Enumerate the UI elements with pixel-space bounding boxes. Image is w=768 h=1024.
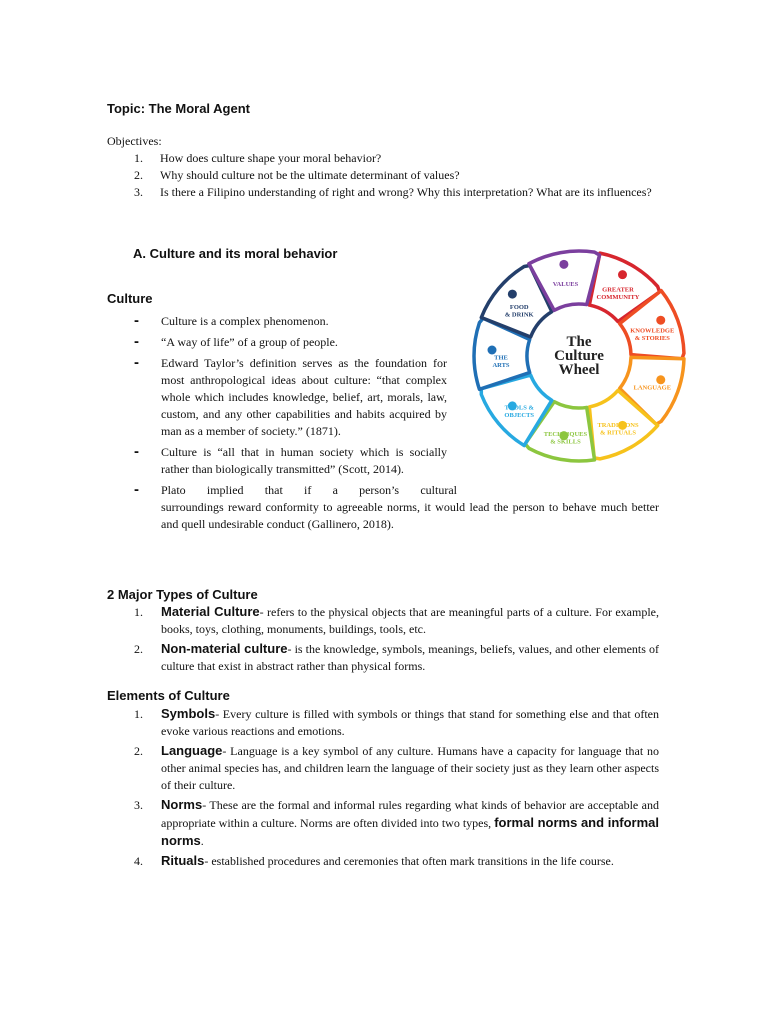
wheel-segment-label: ARTS bbox=[492, 361, 510, 369]
objective-item: 1. How does culture shape your moral behavior? bbox=[134, 151, 382, 165]
element-item: 3. Norms- These are the formal and informal rules regarding what kinds of behavior are acceptable and appropriate within a culture. Norms are often divided into two types, formal norms and informal norms. bbox=[134, 797, 659, 848]
wheel-segment-label: OBJECTS bbox=[504, 411, 535, 419]
element-term-secondary: formal norms and informal norms bbox=[161, 815, 659, 848]
element-item: 1. Symbols- Every culture is filled with symbols or things that stand for something else and that often evoke various reactions and emotions. bbox=[134, 706, 659, 738]
objective-item: 3. Is there a Filipino understanding of right and wrong? Why this interpretation? What are its influences? bbox=[134, 185, 652, 199]
wheel-segment-label: FOOD bbox=[509, 304, 529, 312]
types-list bbox=[107, 603, 659, 677]
wheel-segment-label: COMMUNITY bbox=[596, 294, 640, 302]
wheel-segment-icon bbox=[488, 346, 497, 355]
element-term: Language bbox=[161, 743, 223, 758]
bullet-item-plato: - Plato implied that if a person’s cultural surroundings reward conformity to agreeable norms, it would lead the person to behave much better and quell undesirable conduct (Gallinero, 2018). bbox=[134, 481, 659, 531]
section-a-heading: A. Culture and its moral behavior bbox=[133, 246, 338, 261]
wheel-segment-label: KNOWLEDGE bbox=[630, 327, 675, 335]
culture-wheel-figure bbox=[452, 244, 706, 468]
wheel-segment-label: TECHNIQUES bbox=[543, 431, 588, 439]
wheel-segment-label: & RITUALS bbox=[600, 429, 636, 437]
element-term: Norms bbox=[161, 797, 203, 812]
elements-heading: Elements of Culture bbox=[107, 688, 230, 703]
wheel-segment-label: TOOLS & bbox=[504, 404, 534, 412]
bullet-item: - Culture is a complex phenomenon. bbox=[134, 312, 329, 329]
type-item: 2. Non-material culture- is the knowledge, symbols, meanings, beliefs, values, and other elements of culture that exist in abstract rather than physical forms. bbox=[134, 641, 659, 673]
culture-heading: Culture bbox=[107, 291, 153, 306]
wheel-segment-icon bbox=[508, 290, 517, 299]
wheel-segment-label: LANGUAGE bbox=[633, 384, 672, 392]
wheel-segment-icon bbox=[559, 260, 568, 269]
objectives-heading: Objectives: bbox=[107, 134, 162, 148]
wheel-segment-icon bbox=[656, 316, 665, 325]
plato-first-line: Plato implied that if a person’s cultural bbox=[161, 483, 457, 497]
wheel-segment-label: VALUES bbox=[552, 281, 579, 289]
wheel-segment-label: & STORIES bbox=[634, 335, 670, 343]
element-term: Symbols bbox=[161, 706, 216, 721]
bullet-item: - Edward Taylor’s definition serves as the foundation for most anthropological ideas about culture: “that complex whole which includes knowledge, belief, art, morals, law, custom, and any other capabilities and habits acquired by man as a member of society.” (1871). bbox=[134, 354, 447, 438]
wheel-segment-label: & DRINK bbox=[504, 311, 534, 319]
type-item: 1. Material Culture- refers to the physical objects that are meaningful parts of a culture. For example, books, toys, clothing, monuments, buildings, tools, etc. bbox=[134, 604, 659, 636]
element-term: Rituals bbox=[161, 853, 205, 868]
wheel-segment-label: THE bbox=[494, 354, 508, 362]
element-item: 2. Language- Language is a key symbol of any culture. Humans have a capacity for language that no other animal species has, and children learn the language of their society just as they learn other aspects of their culture. bbox=[134, 743, 659, 792]
wheel-title-line: Culture bbox=[554, 348, 604, 364]
wheel-segment-icon bbox=[656, 375, 665, 384]
types-heading: 2 Major Types of Culture bbox=[107, 587, 258, 602]
wheel-segment-icon bbox=[618, 270, 627, 279]
type-term: Non-material culture bbox=[161, 641, 288, 656]
elements-list bbox=[107, 705, 659, 872]
page-title: Topic: The Moral Agent bbox=[107, 101, 250, 116]
wheel-title-line: Wheel bbox=[558, 362, 600, 378]
bullet-item: - “A way of life” of a group of people. bbox=[134, 333, 338, 350]
wheel-segment-label: TRADITIONS bbox=[597, 421, 639, 429]
objective-item: 2. Why should culture not be the ultimate determinant of values? bbox=[134, 168, 460, 182]
wheel-segment-label: GREATER bbox=[602, 286, 634, 294]
objectives-list bbox=[107, 150, 659, 201]
wheel-title-line: The bbox=[566, 334, 592, 350]
bullet-item: - Culture is “all that in human society which is socially rather than biologically transmitted” (Scott, 2014). bbox=[134, 443, 447, 476]
element-item: 4. Rituals- established procedures and ceremonies that often mark transitions in the life course. bbox=[134, 853, 614, 868]
wheel-segment-label: & SKILLS bbox=[550, 438, 581, 446]
type-term: Material Culture bbox=[161, 604, 260, 619]
